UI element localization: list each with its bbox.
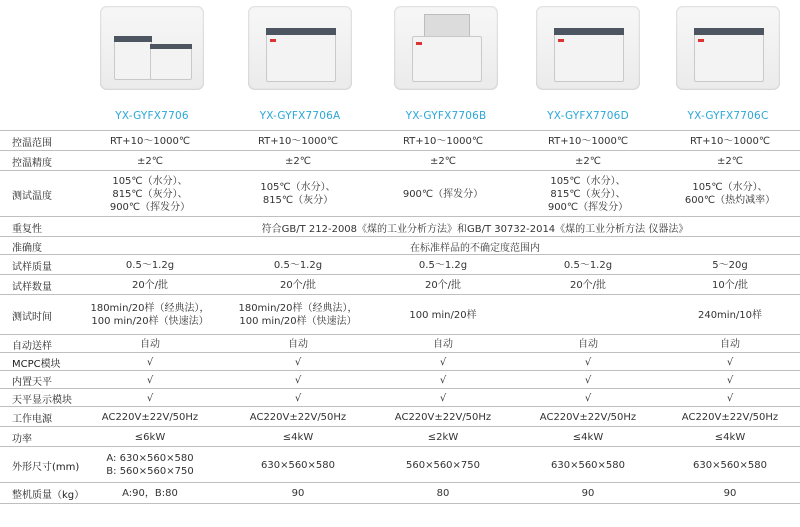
spec-cell: 0.5～1.2g xyxy=(563,259,613,271)
spec-cell: 90 xyxy=(723,487,737,499)
spec-cell: RT+10～1000℃ xyxy=(689,135,771,147)
spec-cell: √ xyxy=(146,374,154,386)
spec-cell: 100 min/20样 xyxy=(409,309,477,321)
spec-row xyxy=(0,482,800,504)
spec-cell xyxy=(518,295,658,335)
spec-cell: √ xyxy=(294,356,302,368)
spec-cell: RT+10～1000℃ xyxy=(109,135,191,147)
spec-row xyxy=(0,150,800,171)
spec-cell: √ xyxy=(584,374,592,386)
spec-row xyxy=(0,130,800,151)
spec-cell: 90 xyxy=(581,487,595,499)
spec-cell: 180min/20样（经典法）， 100 min/20样（快速法） xyxy=(90,303,210,327)
spec-label: 控温精度 xyxy=(12,157,52,169)
spec-label: 试样数量 xyxy=(12,281,52,293)
spec-row xyxy=(0,254,800,275)
spec-cell: AC220V±22V/50Hz xyxy=(249,411,347,423)
spec-cell: √ xyxy=(439,356,447,368)
spec-cell: AC220V±22V/50Hz xyxy=(101,411,199,423)
spec-cell: √ xyxy=(294,374,302,386)
spec-cell: 630×560×580 xyxy=(692,459,768,471)
spec-row xyxy=(0,426,800,447)
spec-cell: 自动 xyxy=(578,338,598,350)
spec-cell: 240min/10样 xyxy=(697,309,763,321)
spec-label: 功率 xyxy=(12,433,32,445)
spec-cell: AC220V±22V/50Hz xyxy=(394,411,492,423)
product-header xyxy=(0,0,800,130)
spec-cell: 90 xyxy=(291,487,305,499)
spec-label: 外形尺寸(mm) xyxy=(12,461,80,473)
spec-row xyxy=(0,370,800,389)
product-model: YX-GYFX7706C xyxy=(687,110,769,122)
product-card xyxy=(672,6,784,122)
spec-label: 控温范围 xyxy=(12,137,52,149)
spec-label: 试样质量 xyxy=(12,261,52,273)
spec-cell: RT+10～1000℃ xyxy=(257,135,339,147)
spec-cell: 900℃（挥发分） xyxy=(402,188,484,200)
spec-cell: ≤4kW xyxy=(572,431,604,443)
spec-label: MCPC模块 xyxy=(12,358,61,370)
spec-cell: AC220V±22V/50Hz xyxy=(681,411,779,423)
spec-cell: 0.5～1.2g xyxy=(418,259,468,271)
spec-row xyxy=(0,352,800,371)
spec-cell: 自动 xyxy=(140,338,160,350)
spec-cell: √ xyxy=(439,392,447,404)
product-photo xyxy=(676,6,780,90)
spec-cell: 560×560×750 xyxy=(405,459,481,471)
spec-label: 工作电源 xyxy=(12,413,52,425)
spec-cell: 105℃（水分）、 815℃（灰分）、 900℃（挥发分） xyxy=(109,175,191,213)
spec-label: 内置天平 xyxy=(12,376,52,388)
spec-cell: 自动 xyxy=(720,338,740,350)
product-card xyxy=(244,6,356,122)
spec-cell: √ xyxy=(726,374,734,386)
spec-cell: √ xyxy=(146,392,154,404)
product-card xyxy=(390,6,502,122)
spec-span-value: 在标准样品的不确定度范围内 xyxy=(410,242,540,254)
spec-label: 测试时间 xyxy=(12,311,52,323)
spec-label: 整机质量（kg） xyxy=(12,489,85,501)
spec-cell: ±2℃ xyxy=(285,155,311,167)
spec-row xyxy=(0,406,800,427)
spec-cell: 80 xyxy=(436,487,450,499)
spec-cell: ±2℃ xyxy=(717,155,743,167)
spec-cell: 105℃（水分）、 815℃（灰分） xyxy=(260,182,336,206)
product-photo xyxy=(100,6,204,90)
spec-cell: RT+10～1000℃ xyxy=(402,135,484,147)
spec-cell: ≤6kW xyxy=(134,431,166,443)
spec-cell: √ xyxy=(294,392,302,404)
spec-cell: A: 630×560×580 B: 560×560×750 xyxy=(106,453,194,477)
product-model: YX-GYFX7706 xyxy=(115,110,189,122)
spec-row xyxy=(0,334,800,353)
product-card xyxy=(532,6,644,122)
spec-cell: ±2℃ xyxy=(575,155,601,167)
spec-span-value: 符合GB/T 212-2008《煤的工业分析方法》和GB/T 30732-2014《煤的工业分析方法 仪器法》 xyxy=(261,223,689,235)
spec-cell: ±2℃ xyxy=(430,155,456,167)
product-model: YX-GYFX7706D xyxy=(547,110,629,122)
spec-cell: 0.5～1.2g xyxy=(125,259,175,271)
spec-row xyxy=(0,236,800,255)
spec-cell: 5～20g xyxy=(712,259,748,271)
spec-cell: 20个/批 xyxy=(131,279,169,291)
spec-cell: ≤2kW xyxy=(427,431,459,443)
spec-cell: 630×560×580 xyxy=(260,459,336,471)
spec-cell: √ xyxy=(439,374,447,386)
spec-row xyxy=(0,274,800,295)
spec-label: 测试温度 xyxy=(12,190,52,202)
product-photo xyxy=(536,6,640,90)
spec-cell: AC220V±22V/50Hz xyxy=(539,411,637,423)
spec-label: 天平显示模块 xyxy=(12,394,72,406)
spec-cell: 180min/20样（经典法）， 100 min/20样（快速法） xyxy=(238,303,358,327)
spec-cell: √ xyxy=(584,392,592,404)
spec-cell: ≤4kW xyxy=(714,431,746,443)
spec-cell: √ xyxy=(146,356,154,368)
spec-cell: 105℃（水分）、 600℃（热灼减率） xyxy=(684,182,776,206)
product-model: YX-GYFX7706A xyxy=(259,110,341,122)
spec-row xyxy=(0,388,800,407)
spec-cell: 10个/批 xyxy=(711,279,749,291)
spec-row xyxy=(0,170,800,217)
spec-label: 自动送样 xyxy=(12,340,52,352)
spec-cell: ≤4kW xyxy=(282,431,314,443)
spec-cell: 0.5～1.2g xyxy=(273,259,323,271)
spec-cell: 630×560×580 xyxy=(550,459,626,471)
spec-label: 准确度 xyxy=(12,242,42,254)
spec-cell: RT+10～1000℃ xyxy=(547,135,629,147)
spec-cell: 自动 xyxy=(433,338,453,350)
spec-cell: 20个/批 xyxy=(569,279,607,291)
spec-label: 重复性 xyxy=(12,223,42,235)
spec-cell: √ xyxy=(726,392,734,404)
spec-cell: 20个/批 xyxy=(424,279,462,291)
product-card xyxy=(96,6,208,122)
spec-cell: √ xyxy=(584,356,592,368)
product-model: YX-GYFX7706B xyxy=(405,110,487,122)
spec-cell: A:90，B:80 xyxy=(122,487,178,499)
product-photo xyxy=(394,6,498,90)
spec-cell: 105℃（水分）、 815℃（灰分）、 900℃（挥发分） xyxy=(547,175,629,213)
spec-cell: √ xyxy=(726,356,734,368)
spec-cell: 自动 xyxy=(288,338,308,350)
spec-cell: ±2℃ xyxy=(137,155,163,167)
spec-row xyxy=(0,216,800,237)
spec-cell: 20个/批 xyxy=(279,279,317,291)
product-photo xyxy=(248,6,352,90)
spec-row xyxy=(0,446,800,483)
spec-row xyxy=(0,294,800,335)
